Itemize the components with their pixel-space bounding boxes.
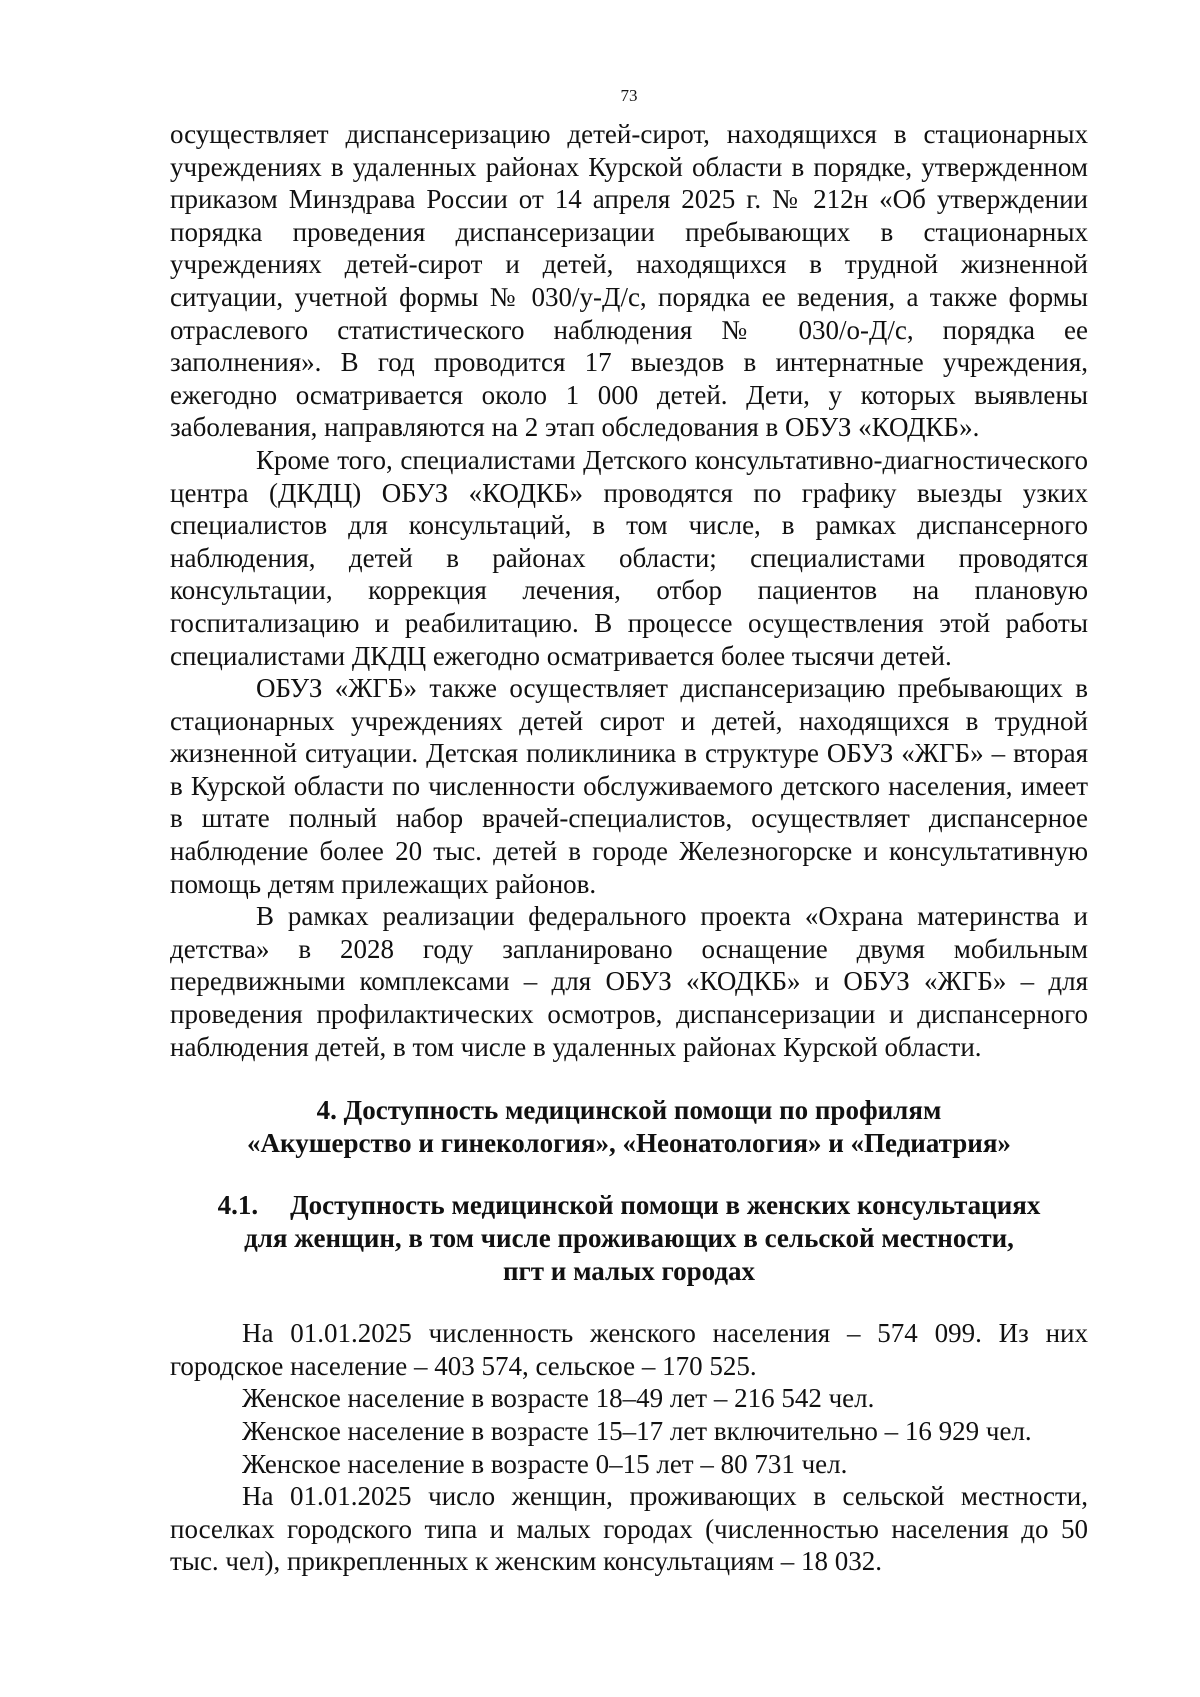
document-page xyxy=(170,86,1088,1578)
subsection-number: 4.1. xyxy=(217,1190,259,1221)
subsection-title-part-1: Доступность медицинской помощи в женских консультациях xyxy=(290,1190,1041,1221)
stat-age-15-17: Женское население в возрасте 15–17 лет включительно – 16 929 чел. xyxy=(242,1416,1032,1446)
subsection-heading xyxy=(170,1189,1088,1288)
stat-age-0-15: Женское население в возрасте 0–15 лет – 80 731 чел. xyxy=(242,1448,848,1479)
section-heading-line-2: «Акушерство и гинекология», «Неонатология» и «Педиатрия» xyxy=(247,1128,1011,1159)
subsection-heading-line-1 xyxy=(170,1189,1088,1222)
paragraph-zhgb: ОБУЗ «ЖГБ» также осуществляет диспансеризацию пребывающих в стационарных учреждениях детей сирот и детей, находящихся в трудной жизненной ситуации. Детская поликлиника в структуре ОБУЗ «ЖГБ» – вторая в Курской области по численности обслуживаемого детского населения, имеет в штате полный набор врачей-специалистов, осуществляет диспансерное наблюдение более 20 тыс. детей в городе Железногорске и консультативную помощь детям прилежащих районов. xyxy=(170,673,1088,899)
stat-age-18-49: Женское население в возрасте 18–49 лет – 216 542 чел. xyxy=(242,1383,875,1414)
page-number: 73 xyxy=(620,86,638,105)
section-heading-line-1: 4. Доступность медицинской помощи по профилям xyxy=(316,1095,942,1126)
subsection-heading-line-2: для женщин, в том числе проживающих в сельской местности, xyxy=(244,1223,1014,1254)
section-heading xyxy=(170,1094,1088,1160)
stat-female-population: На 01.01.2025 численность женского населения – 574 099. Из них городское население – 403 574, сельское – 170 525. xyxy=(170,1318,1088,1381)
subsection-heading-line-3: пгт и малых городах xyxy=(502,1256,756,1287)
paragraph-federal-project: В рамках реализации федерального проекта «Охрана материнства и детства» в 2028 году запланировано оснащение двумя мобильным передвижными комплексами – для ОБУЗ «КОДКБ» и ОБУЗ «ЖГБ» – для проведения профилактических осмотров, диспансеризации и диспансерного наблюдения детей, в том числе в удаленных районах Курской области. xyxy=(170,901,1088,1062)
paragraph-dispensary-orphans: осуществляет диспансеризацию детей-сирот, находящихся в стационарных учреждениях в удаленных районах Курской области в порядке, утвержденном приказом Минздрава России от 14 апреля 2025 г. № 212н «Об утверждении порядка проведения диспансеризации пребывающих в стационарных учреждениях детей-сирот и детей, находящихся в трудной жизненной ситуации, учетной формы № 030/у-Д/с, порядка ее ведения, а также формы отраслевого статистического наблюдения № 030/о-Д/с, порядка ее заполнения». В год проводится 17 выездов в интернатные учреждения, ежегодно осматривается около 1 000 детей. Дети, у которых выявлены заболевания, направляются на 2 этап обследования в ОБУЗ «КОДКБ». xyxy=(170,119,1088,443)
paragraph-dkdc-consultations: Кроме того, специалистами Детского консультативно-диагностического центра (ДКДЦ) ОБУЗ «КОДКБ» проводятся по графику выезды узких специалистов для консультаций, в том числе, в рамках диспансерного наблюдения, детей в районах области; специалистами проводятся консультации, коррекция лечения, отбор пациентов на плановую госпитализацию и реабилитацию. В процессе осуществления этой работы специалистами ДКДЦ ежегодно осматривается более тысячи детей. xyxy=(170,444,1088,671)
stat-rural-women: На 01.01.2025 число женщин, проживающих в сельской местности, поселках городского типа и малых городах (численностью населения до 50 тыс. чел), прикрепленных к женским консультациям – 18 032. xyxy=(170,1481,1088,1577)
